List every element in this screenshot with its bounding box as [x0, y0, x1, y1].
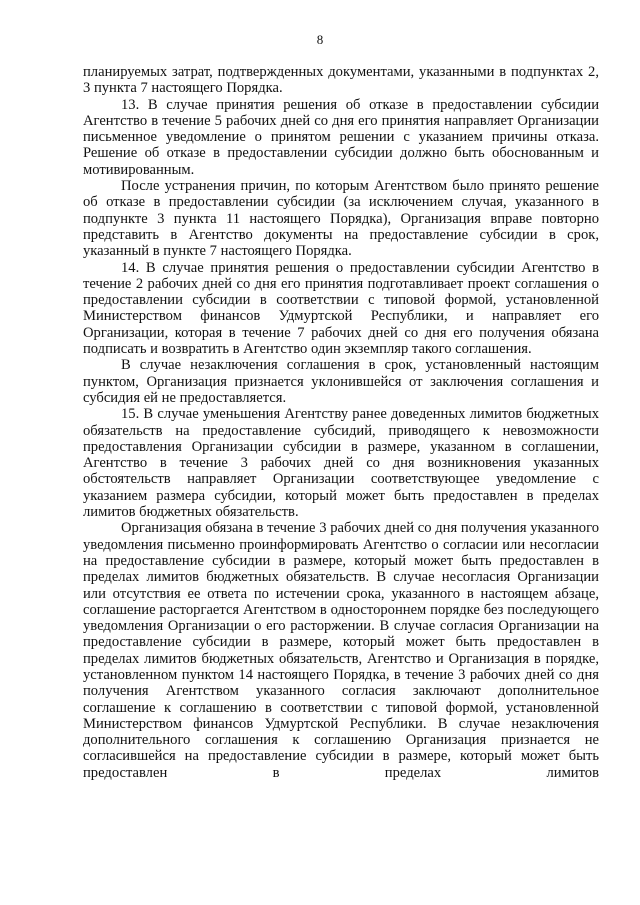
paragraph-item-14-nonconclusion: В случае незаключения соглашения в срок, установленный настоящим пунктом, Организация признается уклонившейся от заключения соглашения и субсидия ей не предоставляется. [83, 357, 599, 406]
paragraph-continuation: планируемых затрат, подтвержденных документами, указанными в подпунктах 2, 3 пункта 7 настоящего Порядка. [83, 64, 599, 97]
paragraph-item-13: 13. В случае принятия решения об отказе в предоставлении субсидии Агентство в течение 5 рабочих дней со дня его принятия направляет Организации письменное уведомление о принятом решении с указанием причины отказа. Решение об отказе в предоставлении субсидии должно быть обоснованным и мотивированным. [83, 96, 599, 178]
paragraph-item-13-resubmission: После устранения причин, по которым Агентством было принято решение об отказе в предоставлении субсидии (за исключением случая, указанного в подпункте 3 пункта 11 настоящего Порядка), Организация вправе повторно представить в Агентство документы на предоставление субсидии в срок, указанный в пункте 7 настоящего Порядка. [83, 178, 599, 260]
page-number: 8 [316, 32, 324, 47]
paragraph-item-15-consent: Организация обязана в течение 3 рабочих дней со дня получения указанного уведомления письменно проинформировать Агентство о согласии или несогласии на предоставление субсидии в размере, который может быть предоставлен в пределах лимитов бюджетных обязательств. В случае несогласия Организации или отсутствия ее ответа по истечении срока, указанного в настоящем абзаце, соглашение расторгается Агентством в одностороннем порядке без последующего уведомления Организации о его расторжении. В случае согласия Организации на предоставление субсидии в размере, который может быть предоставлен в пределах лимитов бюджетных обязательств, Агентство и Организация в порядке, установленном пунктом 14 настоящего Порядка, в течение 3 рабочих дней со дня получения Агентством указанного согласия заключают дополнительное соглашение к соглашению в соответствии с типовой формой, установленной Министерством финансов Удмуртской Республики. В случае незаключения дополнительного соглашения к соглашению Организация признается не согласившейся на предоставление субсидии в размере, который может быть предоставлен в пределах лимитов [83, 520, 599, 781]
document-body [83, 64, 599, 781]
paragraph-item-15: 15. В случае уменьшения Агентству ранее доведенных лимитов бюджетных обязательств на предоставление субсидий, приводящего к невозможности предоставления Организации субсидии в размере, указанном в соглашении, Агентство в течение 3 рабочих дней со дня возникновения указанных обстоятельств направляет Организации соответствующее уведомление с указанием размера субсидии, который может быть предоставлен в пределах лимитов бюджетных обязательств. [83, 406, 599, 521]
paragraph-item-14: 14. В случае принятия решения о предоставлении субсидии Агентство в течение 2 рабочих дней со дня его принятия подготавливает проект соглашения о предоставлении субсидии в соответствии с типовой формой, установленной Министерством финансов Удмуртской Республики, и направляет его Организации, которая в течение 7 рабочих дней со дня его получения обязана подписать и возвратить в Агентство один экземпляр такого соглашения. [83, 259, 599, 358]
